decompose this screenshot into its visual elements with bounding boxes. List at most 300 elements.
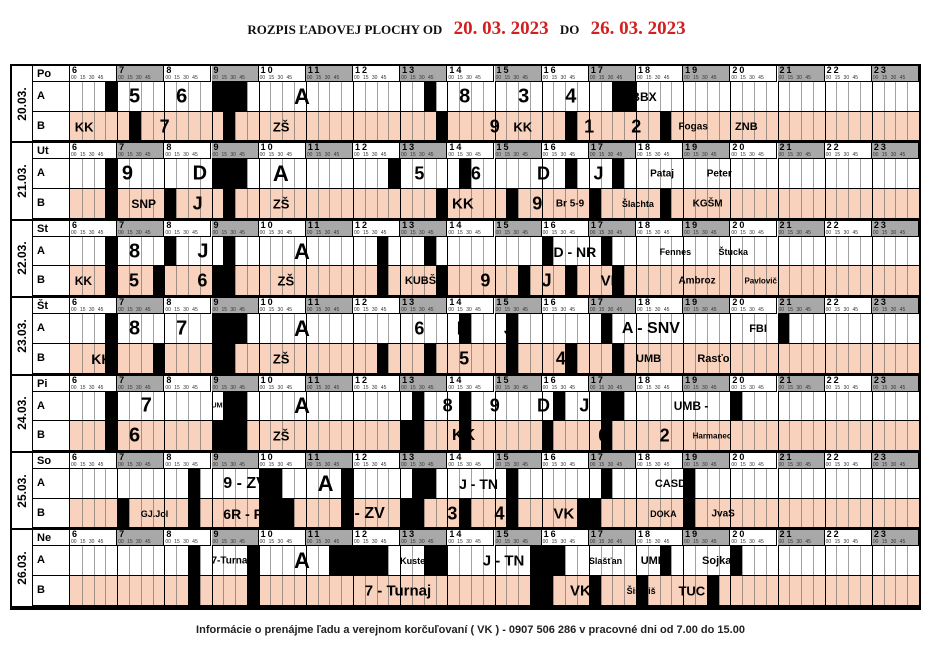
hour-cell xyxy=(589,453,636,469)
time-tick xyxy=(789,469,790,498)
time-tick xyxy=(188,189,189,218)
booking-label: J - TN xyxy=(482,552,525,570)
time-tick xyxy=(388,469,389,498)
minutes-label: 00 15 30 45 xyxy=(778,307,811,314)
time-tick xyxy=(884,112,885,141)
time-tick xyxy=(754,576,755,605)
hour-label: 19 xyxy=(685,452,700,462)
time-tick xyxy=(825,469,826,498)
time-tick xyxy=(212,189,213,218)
hour-label: 22 xyxy=(826,142,841,153)
hour-cell xyxy=(495,143,542,159)
minutes-label: 00 15 30 45 xyxy=(401,462,434,468)
hour-cell xyxy=(400,453,447,469)
minutes-label: 00 15 30 45 xyxy=(401,229,434,236)
hour-cell xyxy=(306,453,353,469)
time-tick xyxy=(436,576,437,605)
minutes-label: 00 15 30 45 xyxy=(71,539,104,546)
hour-cell xyxy=(636,376,683,392)
hour-label: 7 xyxy=(119,219,127,230)
time-tick xyxy=(848,344,849,373)
time-tick xyxy=(801,469,802,498)
minutes-label: 00 15 30 45 xyxy=(71,462,104,468)
booking-label: 8 xyxy=(459,85,471,108)
time-tick xyxy=(660,266,661,295)
minutes-label: 00 15 30 45 xyxy=(731,229,764,236)
hour-label: 22 xyxy=(826,297,841,308)
time-tick xyxy=(483,576,484,605)
hour-cell xyxy=(306,66,353,82)
hour-cell xyxy=(306,298,353,314)
hour-cell xyxy=(164,298,211,314)
booking-label: Šišmiš xyxy=(626,585,656,596)
time-tick xyxy=(836,189,837,218)
time-tick xyxy=(660,82,661,111)
time-tick xyxy=(306,112,307,141)
booking-block xyxy=(105,266,117,295)
time-tick xyxy=(601,576,602,605)
booking-label: Ambroz xyxy=(678,275,716,287)
booking-label: 6 xyxy=(176,85,188,108)
hour-cell xyxy=(825,66,872,82)
time-tick xyxy=(884,499,885,528)
booking-block xyxy=(565,159,577,188)
hour-label: 17 xyxy=(590,374,605,385)
time-tick xyxy=(884,189,885,218)
time-tick xyxy=(176,392,177,421)
time-tick xyxy=(660,392,661,421)
time-tick xyxy=(813,189,814,218)
time-tick xyxy=(141,112,142,141)
time-tick xyxy=(200,82,201,111)
time-tick xyxy=(518,576,519,605)
hour-cell xyxy=(778,66,825,82)
time-tick xyxy=(872,546,873,575)
time-tick xyxy=(577,546,578,575)
time-tick xyxy=(388,392,389,421)
time-tick xyxy=(82,189,83,218)
hour-cell xyxy=(636,143,683,159)
booking-label: A xyxy=(294,316,310,342)
row-label-b: B xyxy=(32,499,70,529)
time-tick xyxy=(365,344,366,373)
time-tick xyxy=(742,82,743,111)
time-tick xyxy=(589,314,590,343)
time-tick xyxy=(907,189,908,218)
minutes-label: 00 15 30 45 xyxy=(778,152,811,159)
hour-label: 12 xyxy=(355,529,370,540)
time-tick xyxy=(400,112,401,141)
hour-cell xyxy=(259,143,306,159)
hour-label: 17 xyxy=(590,529,605,540)
booking-label: Fennes xyxy=(659,246,692,257)
hour-label: 13 xyxy=(402,219,417,230)
time-tick xyxy=(601,82,602,111)
time-tick xyxy=(270,82,271,111)
time-tick xyxy=(341,266,342,295)
time-tick xyxy=(719,82,720,111)
hour-label: 21 xyxy=(779,529,794,540)
hour-cell xyxy=(589,530,636,546)
time-tick xyxy=(872,421,873,450)
hour-label: 19 xyxy=(685,297,700,308)
time-tick xyxy=(82,237,83,266)
hour-cell xyxy=(872,221,919,237)
time-tick xyxy=(884,546,885,575)
time-tick xyxy=(636,392,637,421)
minutes-label: 00 15 30 45 xyxy=(448,539,481,546)
time-tick xyxy=(801,499,802,528)
hour-label: 6 xyxy=(72,374,80,385)
time-tick xyxy=(164,344,165,373)
time-tick xyxy=(612,189,613,218)
time-tick xyxy=(836,314,837,343)
time-tick xyxy=(907,499,908,528)
time-tick xyxy=(471,314,472,343)
day-abbr: St xyxy=(32,221,70,237)
hour-cell xyxy=(730,143,777,159)
row-label-a: A xyxy=(32,546,70,576)
time-tick xyxy=(247,82,248,111)
minutes-label: 00 15 30 45 xyxy=(637,75,670,81)
booking-label: J xyxy=(593,163,604,184)
time-tick xyxy=(188,237,189,266)
time-tick xyxy=(895,469,896,498)
hour-cell xyxy=(636,298,683,314)
time-tick xyxy=(778,237,779,266)
hour-label: 15 xyxy=(496,297,511,308)
time-tick xyxy=(778,392,779,421)
time-tick xyxy=(306,266,307,295)
time-tick xyxy=(318,421,319,450)
hour-label: 10 xyxy=(260,529,275,540)
hour-cell xyxy=(730,298,777,314)
time-tick xyxy=(436,421,437,450)
hour-label: 11 xyxy=(307,529,322,540)
time-tick xyxy=(353,576,354,605)
time-tick xyxy=(247,159,248,188)
time-tick xyxy=(801,237,802,266)
time-tick xyxy=(377,82,378,111)
time-tick xyxy=(318,314,319,343)
hour-header xyxy=(70,143,919,159)
minutes-label: 00 15 30 45 xyxy=(542,229,576,236)
booking-label: D xyxy=(192,162,208,185)
time-tick xyxy=(282,314,283,343)
time-tick xyxy=(671,266,672,295)
time-tick xyxy=(754,189,755,218)
booking-label: 6 xyxy=(197,270,208,291)
time-tick xyxy=(294,576,295,605)
hour-cell xyxy=(683,221,730,237)
time-tick xyxy=(495,266,496,295)
time-tick xyxy=(813,392,814,421)
time-tick xyxy=(813,576,814,605)
time-tick xyxy=(636,499,637,528)
minutes-label: 00 15 30 45 xyxy=(118,229,151,236)
hour-label: 21 xyxy=(779,65,794,75)
minutes-label: 00 15 30 45 xyxy=(212,384,245,391)
hour-label: 11 xyxy=(307,65,322,75)
time-tick xyxy=(742,499,743,528)
minutes-label: 00 15 30 45 xyxy=(731,539,764,546)
booking-label: BBX xyxy=(631,89,657,104)
time-tick xyxy=(388,189,389,218)
booking-label: 7 - ZV xyxy=(341,504,385,522)
hour-label: 7 xyxy=(119,529,127,540)
time-tick xyxy=(82,469,83,498)
hour-cell xyxy=(117,143,164,159)
hour-header xyxy=(70,530,919,546)
hour-cell xyxy=(542,298,589,314)
time-tick xyxy=(577,314,578,343)
date-column xyxy=(12,453,33,528)
booking-block xyxy=(400,499,424,528)
hour-cell xyxy=(353,221,400,237)
time-tick xyxy=(436,82,437,111)
time-tick xyxy=(259,237,260,266)
minutes-label: 00 15 30 45 xyxy=(684,75,717,81)
hour-cell xyxy=(117,453,164,469)
time-tick xyxy=(471,546,472,575)
minutes-label: 00 15 30 45 xyxy=(212,462,245,468)
hour-cell xyxy=(400,66,447,82)
time-tick xyxy=(153,392,154,421)
time-tick xyxy=(471,112,472,141)
time-tick xyxy=(719,112,720,141)
time-tick xyxy=(813,421,814,450)
time-tick xyxy=(778,469,779,498)
time-tick xyxy=(176,112,177,141)
time-tick xyxy=(164,421,165,450)
time-tick xyxy=(270,392,271,421)
hour-label: 13 xyxy=(402,452,417,462)
time-tick xyxy=(612,421,613,450)
booking-label: 2 xyxy=(659,425,670,446)
time-tick xyxy=(836,159,837,188)
booking-label: J - TN xyxy=(459,475,499,492)
hour-cell xyxy=(589,376,636,392)
time-tick xyxy=(259,159,260,188)
time-tick xyxy=(789,112,790,141)
time-tick xyxy=(553,314,554,343)
time-tick xyxy=(884,266,885,295)
time-tick xyxy=(495,159,496,188)
hour-cell xyxy=(447,298,494,314)
time-tick xyxy=(836,546,837,575)
minutes-label: 00 15 30 45 xyxy=(354,384,387,391)
booking-label: A xyxy=(317,470,334,496)
hour-label: 8 xyxy=(166,529,174,540)
time-tick xyxy=(117,546,118,575)
time-tick xyxy=(353,392,354,421)
time-tick xyxy=(235,112,236,141)
time-tick xyxy=(506,237,507,266)
date-column xyxy=(12,298,33,373)
minutes-label: 00 15 30 45 xyxy=(71,229,104,236)
time-tick xyxy=(82,576,83,605)
time-tick xyxy=(212,576,213,605)
time-tick xyxy=(365,314,366,343)
hour-cell xyxy=(353,453,400,469)
booking-block xyxy=(105,421,117,450)
time-tick xyxy=(412,159,413,188)
booking-label: 5 xyxy=(128,270,139,291)
hour-label: 8 xyxy=(166,219,174,230)
time-tick xyxy=(553,266,554,295)
minutes-label: 00 15 30 45 xyxy=(306,75,340,81)
minutes-label: 00 15 30 45 xyxy=(212,152,245,159)
booking-block xyxy=(459,392,471,421)
time-tick xyxy=(141,266,142,295)
hour-cell xyxy=(683,298,730,314)
time-tick xyxy=(188,314,189,343)
day-abbr: Ut xyxy=(32,143,70,159)
time-tick xyxy=(424,421,425,450)
time-tick xyxy=(872,392,873,421)
time-tick xyxy=(306,499,307,528)
time-tick xyxy=(860,546,861,575)
time-tick xyxy=(365,159,366,188)
time-tick xyxy=(341,237,342,266)
hour-label: 14 xyxy=(449,219,464,230)
booking-label: 9 - ZV xyxy=(223,474,267,492)
hour-cell xyxy=(259,530,306,546)
time-tick xyxy=(766,237,767,266)
hour-cell xyxy=(542,530,589,546)
booking-label: UMB - xyxy=(673,399,709,414)
time-tick xyxy=(530,392,531,421)
time-tick xyxy=(872,266,873,295)
time-tick xyxy=(282,82,283,111)
time-tick xyxy=(766,189,767,218)
time-tick xyxy=(365,112,366,141)
time-tick xyxy=(884,421,885,450)
hour-cell xyxy=(447,221,494,237)
time-tick xyxy=(141,82,142,111)
rink-row-a xyxy=(70,237,919,267)
time-tick xyxy=(282,546,283,575)
time-tick xyxy=(117,159,118,188)
time-tick xyxy=(94,314,95,343)
hour-cell xyxy=(825,221,872,237)
hour-cell xyxy=(353,530,400,546)
time-tick xyxy=(612,499,613,528)
hour-label: 23 xyxy=(873,219,888,230)
hour-label: 19 xyxy=(685,374,700,385)
minutes-label: 00 15 30 45 xyxy=(259,152,293,159)
booking-label: A xyxy=(294,83,310,109)
day-date: 20.03. xyxy=(15,87,29,121)
time-tick xyxy=(94,546,95,575)
time-tick xyxy=(270,421,271,450)
hour-cell xyxy=(589,143,636,159)
booking-label: 7 xyxy=(159,116,170,137)
booking-block xyxy=(424,344,436,373)
hour-label: 14 xyxy=(449,529,464,540)
time-tick xyxy=(825,392,826,421)
row-label-a: A xyxy=(32,314,70,344)
hour-header xyxy=(70,453,919,469)
booking-block xyxy=(212,344,236,373)
time-tick xyxy=(164,159,165,188)
time-tick xyxy=(895,499,896,528)
time-tick xyxy=(259,112,260,141)
hour-cell xyxy=(683,143,730,159)
booking-label: 3 xyxy=(518,85,530,108)
time-tick xyxy=(542,112,543,141)
time-tick xyxy=(895,82,896,111)
time-tick xyxy=(530,82,531,111)
time-tick xyxy=(671,112,672,141)
time-tick xyxy=(329,82,330,111)
booking-block xyxy=(212,82,247,111)
hour-cell xyxy=(636,530,683,546)
time-tick xyxy=(789,82,790,111)
time-tick xyxy=(247,189,248,218)
time-tick xyxy=(766,82,767,111)
booking-label: J xyxy=(192,193,203,214)
minutes-label: 00 15 30 45 xyxy=(306,384,340,391)
time-tick xyxy=(848,576,849,605)
time-tick xyxy=(648,392,649,421)
hour-cell xyxy=(636,453,683,469)
booking-label: 7 xyxy=(423,240,435,263)
time-tick xyxy=(471,344,472,373)
minutes-label: 00 15 30 45 xyxy=(637,229,670,236)
hour-label: 9 xyxy=(213,142,221,153)
minutes-label: 00 15 30 45 xyxy=(354,307,387,314)
booking-block xyxy=(341,469,353,498)
day-date: 24.03. xyxy=(15,396,29,430)
time-tick xyxy=(754,499,755,528)
time-tick xyxy=(624,112,625,141)
time-tick xyxy=(200,112,201,141)
time-tick xyxy=(94,392,95,421)
time-tick xyxy=(766,159,767,188)
time-tick xyxy=(707,499,708,528)
time-tick xyxy=(836,344,837,373)
time-tick xyxy=(412,314,413,343)
booking-block xyxy=(247,576,259,605)
booking-label: UMB xyxy=(636,352,662,365)
minutes-label: 00 15 30 45 xyxy=(825,462,859,468)
time-tick xyxy=(259,546,260,575)
time-tick xyxy=(742,546,743,575)
booking-label: 9 xyxy=(480,270,491,291)
booking-label: 5 xyxy=(128,85,141,108)
time-tick xyxy=(235,237,236,266)
time-tick xyxy=(495,82,496,111)
hour-cell xyxy=(730,453,777,469)
time-tick xyxy=(153,159,154,188)
time-tick xyxy=(388,112,389,141)
time-tick xyxy=(884,576,885,605)
time-tick xyxy=(282,576,283,605)
booking-label: VK xyxy=(569,582,591,600)
time-tick xyxy=(200,546,201,575)
minutes-label: 00 15 30 45 xyxy=(495,75,528,81)
hour-cell xyxy=(164,221,211,237)
day-block xyxy=(12,453,919,530)
time-tick xyxy=(518,344,519,373)
time-tick xyxy=(895,392,896,421)
time-tick xyxy=(577,392,578,421)
time-tick xyxy=(530,237,531,266)
minutes-label: 00 15 30 45 xyxy=(684,152,717,159)
time-tick xyxy=(553,344,554,373)
time-tick xyxy=(259,392,260,421)
